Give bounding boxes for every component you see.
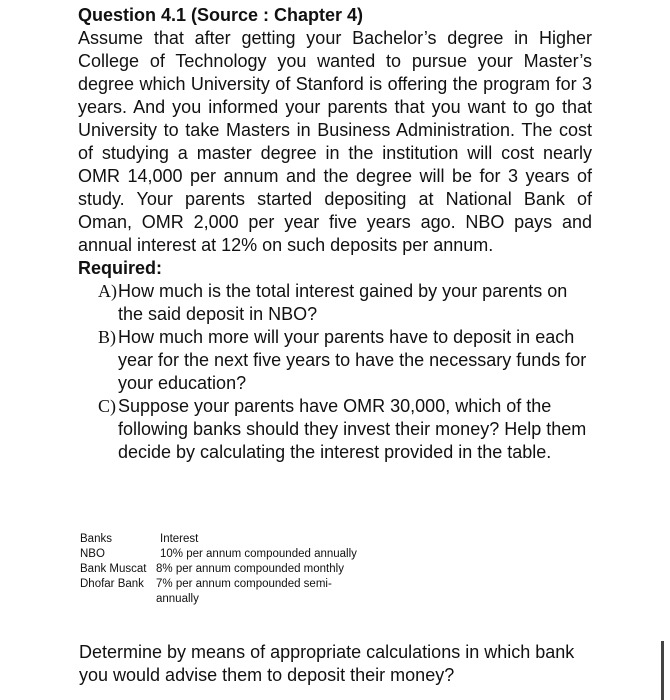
bank-interest-cell: 10% per annum compounded annually [160,548,357,560]
closing-question: Determine by means of appropriate calculations in which bank you would advise them to deposit their money? [79,642,575,685]
table-row [80,562,400,577]
item-marker: C) [98,396,116,416]
item-text: How much more will your parents have to deposit in each year for the next five years to have the necessary funds for your education? [118,327,587,393]
header-banks: Banks [80,533,112,545]
item-marker: B) [98,327,116,347]
question-block [78,4,592,464]
required-list [78,280,592,464]
table-header-row [80,532,400,547]
scenario-paragraph: Assume that after getting your Bachelor’s degree in Higher College of Technology you wanted to pursue your Master’s degree which University of Stanford is offering the program for 3 years. And you informed your parents that you want to go that University to take Masters in Business Administration. The cost of studying a master degree in the institution will cost nearly OMR 14,000 per annum and the degree will be for 3 years of study. Your parents started depositing at National Bank of Oman, OMR 2,000 per year five years ago. NBO pays and annual interest at 12% on such deposits per annum. [78,28,592,255]
header-interest: Interest [160,533,199,545]
banks-table [80,532,400,607]
bank-interest-cell: 8% per annum compounded monthly [156,563,344,575]
bank-name-cell: Bank Muscat [80,563,147,575]
table-row [80,547,400,562]
item-text: How much is the total interest gained by your parents on the said deposit in NBO? [118,281,568,324]
bank-interest-cell: 7% per annum compounded semi-annually [156,578,332,605]
item-marker: A) [98,281,117,301]
scrollbar[interactable] [661,641,664,700]
list-item [78,326,592,395]
question-title: Question 4.1 (Source : Chapter 4) [78,5,364,25]
list-item [78,395,592,464]
bank-name-cell: Dhofar Bank [80,578,144,590]
required-label: Required: [78,258,163,278]
table-row [80,577,400,607]
bank-name-cell: NBO [80,548,105,560]
list-item [78,280,592,326]
item-text: Suppose your parents have OMR 30,000, which of the following banks should they invest their money? Help them decide by calculating the interest provided in the table. [118,396,587,462]
